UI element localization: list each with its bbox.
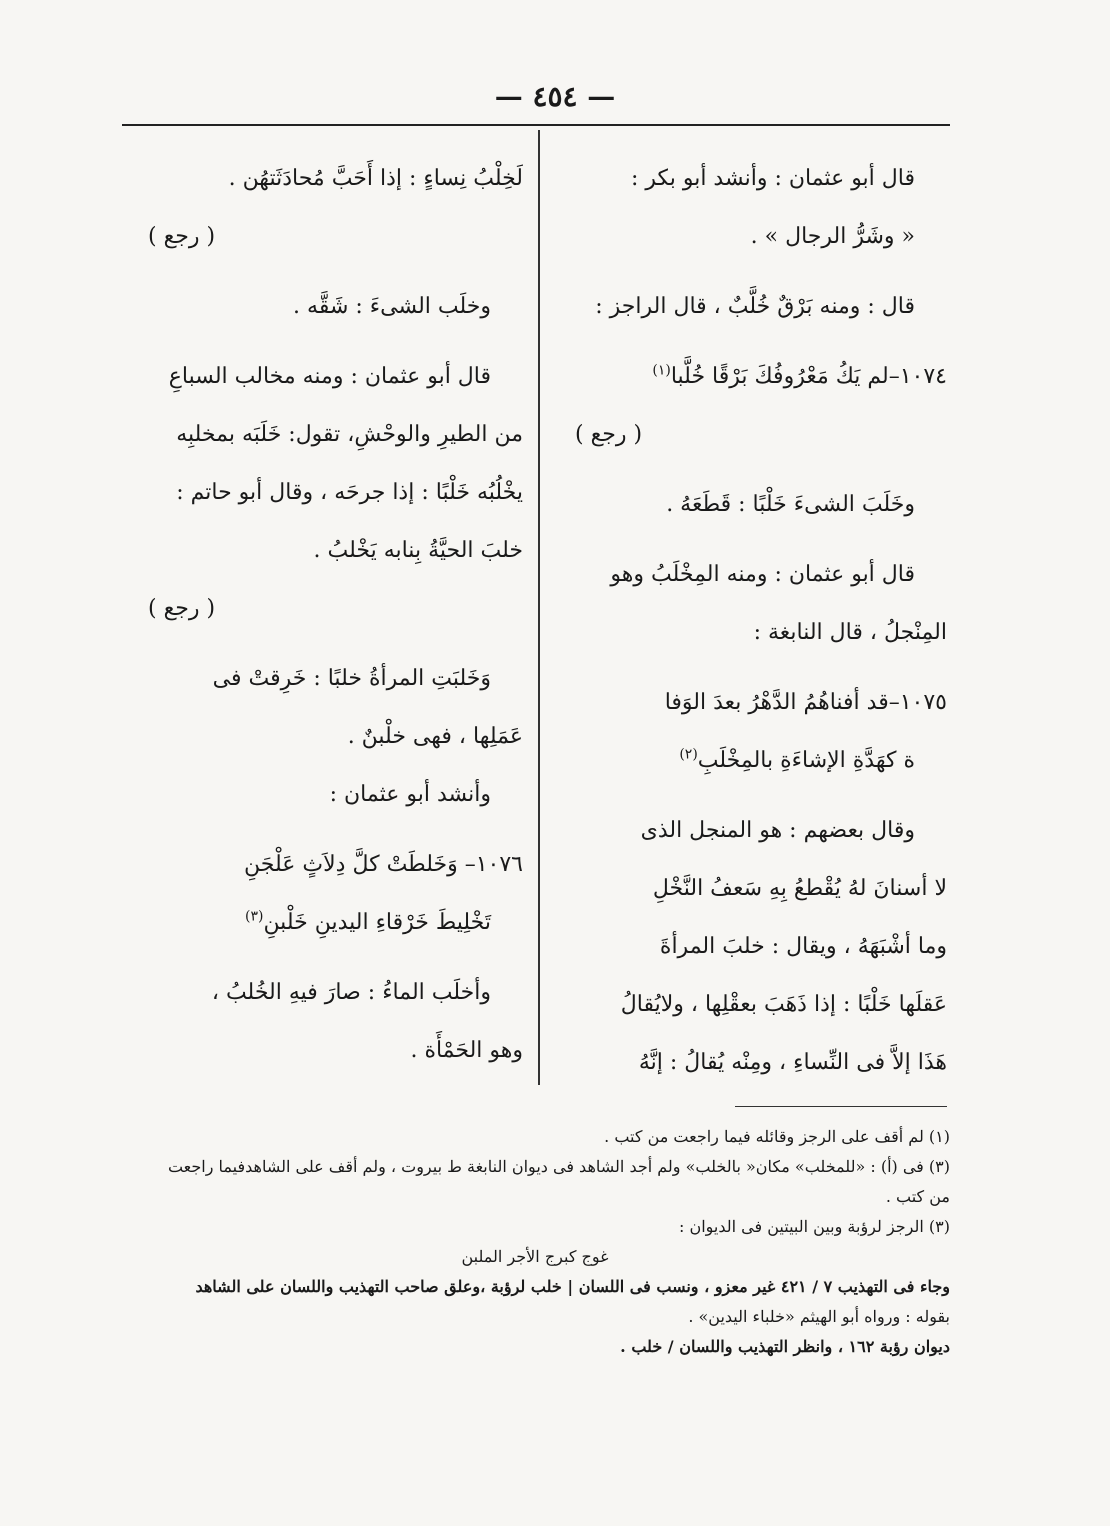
- left-column-line: [128, 836, 523, 894]
- left-column-line-text: ( رجع ): [148, 596, 216, 621]
- right-column-line: [555, 860, 947, 918]
- right-column-line: [555, 278, 947, 336]
- left-column-line: [128, 406, 523, 464]
- header-rule: [122, 124, 950, 126]
- left-column-line: [128, 208, 523, 266]
- right-column-line-text: عَقلَها خَلْبًا : إذا ذَهَبَ بعقْلِها ، ولايُقالُ: [620, 992, 947, 1017]
- footnote-line: (٣) فى (أ) : «للمخلب» مكان« بالخلب» ولم أجد الشاهد فى ديوان النابغة ط بيروت ، ولم أقف على الشاهدفيما راجعت: [167, 1157, 950, 1176]
- left-column-line-text: وَخَلبَتِ المرأةُ خلبًا : خَرِقتْ فى: [212, 666, 491, 691]
- right-column-line-text: المِنْجلُ ، قال النابغة :: [753, 620, 947, 645]
- right-column-line: [555, 976, 947, 1034]
- right-column-line-text: « وشَرُّ الرجال » .: [750, 224, 915, 249]
- left-column-line-text: وأخلَب الماءُ : صارَ فيهِ الخُلبُ ،: [211, 980, 491, 1005]
- left-column-line-text: وهو الحَمْأَة .: [410, 1038, 523, 1063]
- left-column-line: [128, 150, 523, 208]
- right-column-line-text: ١٠٧٥–قد أفناهُمُ الدَّهْرُ بعدَ الوَفا: [664, 690, 947, 715]
- footnotes: [120, 1122, 950, 1362]
- page-number: — ٤٥٤ —: [494, 80, 616, 113]
- right-column-line: [555, 674, 947, 732]
- left-column-line-text: يخْلُبُه خَلْبًا : إذا جرحَه ، وقال أبو حاتم :: [176, 480, 523, 505]
- left-column-line-text: قال أبو عثمان : ومنه مخالب السباعِ: [168, 364, 491, 389]
- right-column-line-text: وقال بعضهم : هو المنجل الذى: [640, 818, 915, 843]
- left-column-line-text: عَمَلِها ، فهى خلْبنٌ .: [347, 724, 523, 749]
- footnote-marker: (٣): [244, 908, 264, 925]
- right-column-line-text: قال أبو عثمان : ومنه المِخْلَبُ وهو: [610, 562, 915, 587]
- left-column-line: [128, 464, 523, 522]
- right-column-line: [555, 802, 947, 860]
- left-column-line: [128, 1022, 523, 1080]
- right-column-line: [555, 406, 947, 464]
- footnote-marker: (١): [652, 362, 671, 379]
- right-column-line-text: لا أسنانَ لهُ يُقْطعُ بِهِ سَعفُ النَّخْلِ: [652, 876, 947, 901]
- right-column-line: [555, 208, 947, 266]
- left-column-line-text: من الطيرِ والوحْشِ، تقول: خَلَبَه بمخلبِه: [176, 422, 523, 447]
- column-divider: [538, 130, 540, 1085]
- right-column-line: [555, 1034, 947, 1092]
- left-column-line: [128, 708, 523, 766]
- left-column-line: [128, 894, 523, 952]
- footnote-rule: [735, 1106, 947, 1107]
- left-column-line-text: لَخِلْبُ نِساءٍ : إذا أَحَبَّ مُحادَثَتهُن .: [228, 166, 523, 191]
- right-column-line-text: هَذَا إلاَّ فى النِّساءِ ، ومِنْه يُقالُ : إنَّهُ: [638, 1050, 947, 1075]
- left-column-line: [128, 348, 523, 406]
- left-column: [128, 150, 523, 1080]
- footnote-line: غوج كبرج الأجر الملبن: [461, 1247, 609, 1266]
- left-column-line: [128, 964, 523, 1022]
- right-column-line-text: ( رجع ): [575, 422, 643, 447]
- right-column-line-text: قال أبو عثمان : وأنشد أبو بكر :: [631, 166, 915, 191]
- right-column: [555, 150, 947, 1092]
- right-column-line-text: وما أشْبَهَهُ ، ويقال : خلبَ المرأةَ: [659, 934, 947, 959]
- footnote-line: ديوان رؤبة ١٦٢ ، وانظر التهذيب واللسان / خلب .: [620, 1337, 950, 1356]
- left-column-line-text: ( رجع ): [148, 224, 216, 249]
- left-column-line: [128, 580, 523, 638]
- footnote-line: (١) لم أقف على الرجز وقائله فيما راجعت من كتب .: [604, 1127, 950, 1146]
- footnote-marker: (٢): [679, 746, 698, 763]
- left-column-line-text: وأنشد أبو عثمان :: [329, 782, 491, 807]
- right-column-line: [555, 476, 947, 534]
- left-column-line-text: خلبَ الحيَّةُ بِنابه يَخْلبُ .: [313, 538, 523, 563]
- left-column-line: [128, 766, 523, 824]
- footnote-line: من كتب .: [885, 1187, 950, 1206]
- footnote-line: بقوله : ورواه أبو الهيثم «خلباء اليدين» .: [688, 1307, 950, 1326]
- left-column-line-text: ١٠٧٦– وَخَلطَتْ كلَّ دِلاَثٍ عَلْجَنِ: [244, 852, 523, 877]
- right-column-line-text: ة كهَدَّةِ الإشاءَةِ بالمِخْلَبِ: [697, 748, 915, 773]
- right-column-line: [555, 348, 947, 406]
- right-column-line: [555, 918, 947, 976]
- right-column-line-text: ١٠٧٤–لم يَكُ مَعْرُوفُكَ بَرْقًا خُلَّبا: [670, 364, 947, 389]
- left-column-line: [128, 278, 523, 336]
- left-column-line-text: تَخْلِيطَ خَرْقاءِ اليدينِ خَلْبنِ: [263, 910, 491, 935]
- right-column-line: [555, 732, 947, 790]
- left-column-line: [128, 650, 523, 708]
- right-column-line-text: قال : ومنه بَرْقٌ خُلَّبٌ ، قال الراجز :: [595, 294, 915, 319]
- right-column-line: [555, 150, 947, 208]
- left-column-line: [128, 522, 523, 580]
- right-column-line: [555, 604, 947, 662]
- footnote-line: (٣) الرجز لرؤبة وبين البيتين فى الديوان :: [678, 1217, 950, 1236]
- left-column-line-text: وخلَب الشىءَ : شَقَّه .: [293, 294, 491, 319]
- footnote-line: وجاء فى التهذيب ٧ / ٤٢١ غير معزو ، ونسب فى اللسان | خلب لرؤبة ،وعلق صاحب التهذيب واللسان على الشاهد: [195, 1277, 950, 1296]
- right-column-line-text: وخَلَبَ الشىءَ خَلْبًا : قَطَعَهُ .: [666, 492, 915, 517]
- right-column-line: [555, 546, 947, 604]
